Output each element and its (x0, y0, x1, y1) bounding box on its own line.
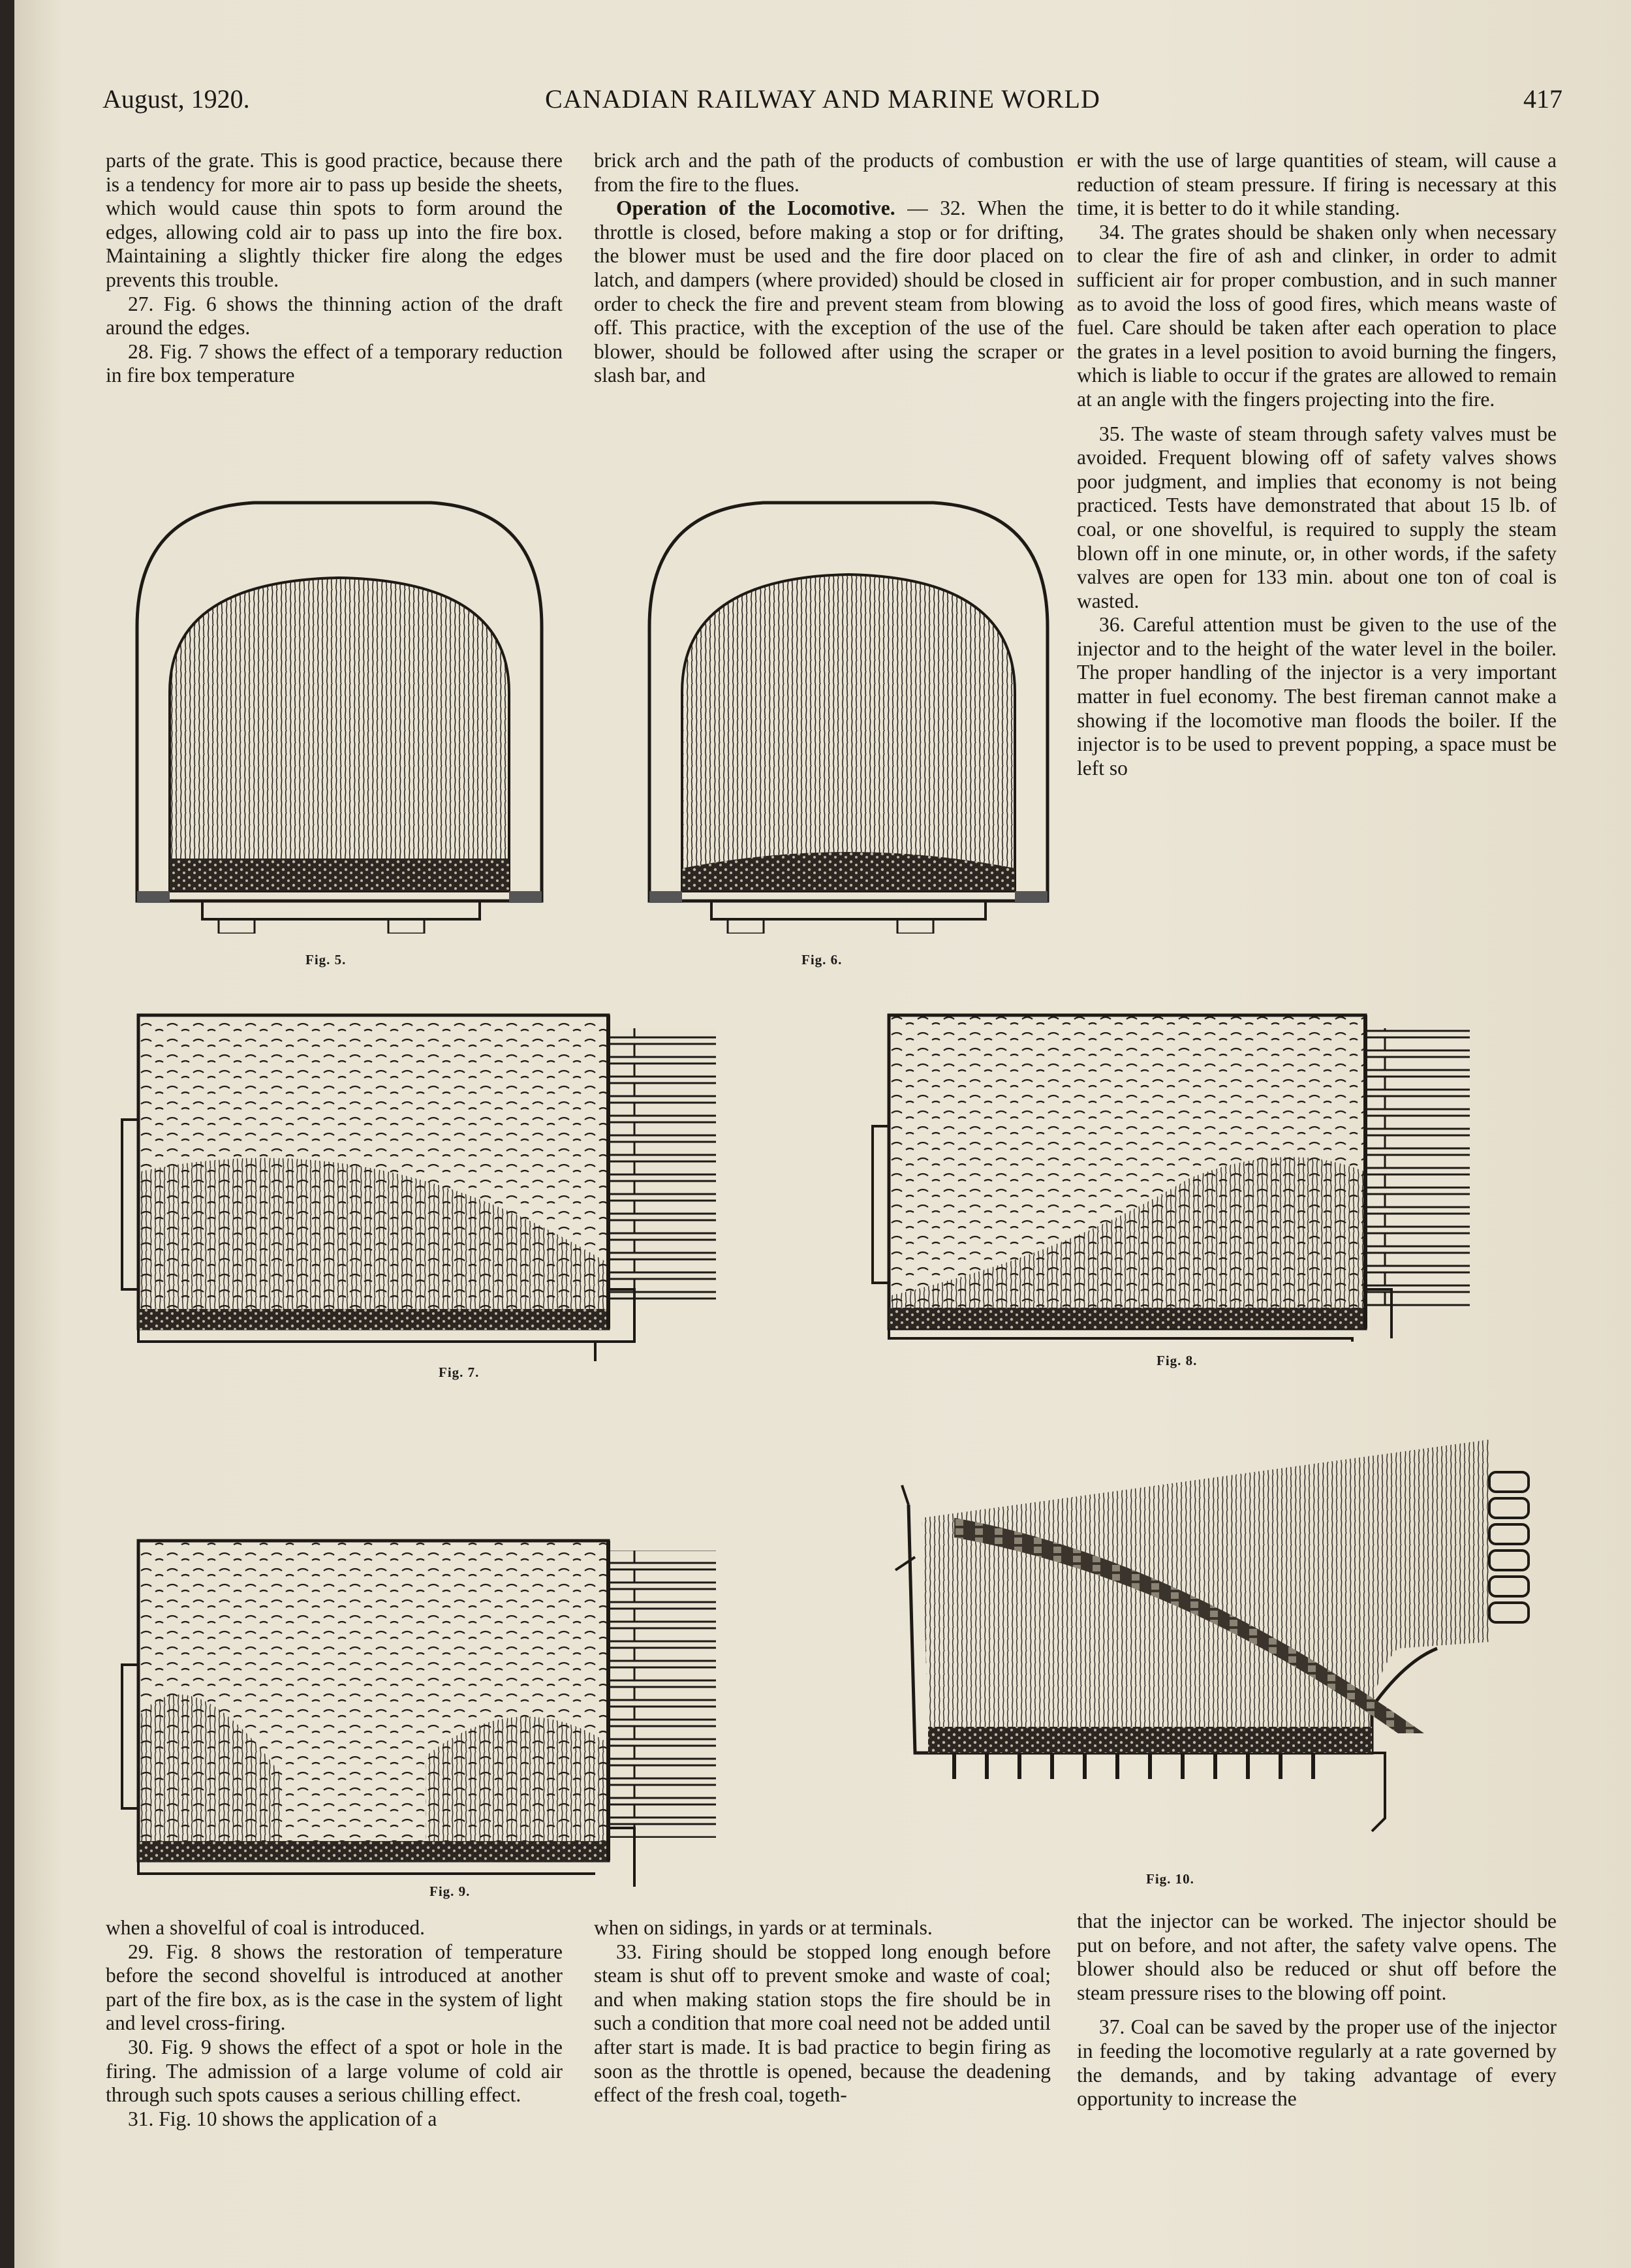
paragraph-30: 30. Fig. 9 shows the effect of a spot or hole in the firing. The admission of a large volume of cold air through such spots causes a serious chilling effect. (106, 2035, 563, 2107)
firebox-side-section-illustration (112, 1469, 791, 1887)
page-header (14, 84, 1631, 123)
paragraph: er with the use of large quantities of steam, will cause a reduction of steam pressure. If firing is necessary at this time, it is better to do it while standing. (1077, 149, 1557, 220)
column-top-left (106, 149, 563, 388)
paragraph-35: 35. The waste of steam through safety valves must be avoided. Frequent blowing off of safety valves shows poor judgment, and implies that economy is not being practiced. Tests have demonstrated that about 15 lb. of coal, or one shovelful, is required to supply the steam blown off in one minute, or, in other words, if the safety valves are open for 133 min. about one ton of coal is wasted. (1077, 422, 1557, 612)
paragraph-32-text: — 32. When the throttle is closed, before making a stop or for drifting, the blower must be used and the fire door placed on latch, and dampers (where provided) should be closed in order to check the fire and prevent steam from blowing off. This practice, with the exception of the use of the blower, should be followed after using the scraper or slash bar, and (594, 197, 1064, 387)
paragraph: brick arch and the path of the products of combustion from the fire to the flues. (594, 149, 1064, 196)
figure-5 (124, 483, 559, 934)
column-bottom-left (106, 1916, 563, 2131)
column-top-middle (594, 149, 1064, 388)
paragraph-29: 29. Fig. 8 shows the restoration of temperature before the second shovelful is introduced at another part of the fire box, as is the case in the system of light and level cross-firing. (106, 1940, 563, 2035)
firebox-cross-section-illustration (124, 483, 559, 934)
paragraph-32 (594, 197, 1064, 388)
figure-8 (863, 996, 1561, 1342)
caption-fig-10: Fig. 10. (1146, 1871, 1194, 1887)
paragraph-33: 33. Firing should be stopped long enough before steam is shut off to prevent smoke and waste of coal; and when making station stops the fire should be in such a condition that more coal need not be added until after start is made. It is bad practice to begin firing as soon as the throttle is opened, because the deadening effect of the fresh coal, togeth- (594, 1940, 1051, 2107)
figure-6 (640, 483, 1057, 934)
firebox-side-section-illustration (863, 996, 1561, 1342)
magazine-page (14, 0, 1631, 2268)
column-bottom-middle (594, 1916, 1051, 2107)
paragraph-37: 37. Coal can be saved by the proper use of the injector in feeding the locomotive regularly at a rate governed by the demands, and by taking advantage of every opportunity to increase the (1077, 2015, 1557, 2111)
firebox-side-section-illustration (112, 1002, 791, 1364)
publication-title: CANADIAN RAILWAY AND MARINE WORLD (545, 84, 1100, 114)
issue-date: August, 1920. (102, 84, 250, 114)
figure-7 (112, 1002, 791, 1364)
paragraph: that the injector can be worked. The injector should be put on before, and not after, the safety valve opens. The blower should also be reduced or shut off before the steam pressure rises to the blowing off point. (1077, 1910, 1557, 2004)
paragraph-27: 27. Fig. 6 shows the thinning action of the draft around the edges. (106, 292, 563, 339)
firebox-cross-section-illustration (640, 483, 1057, 934)
figure-10 (837, 1426, 1555, 1857)
caption-fig-5: Fig. 5. (305, 952, 347, 968)
caption-fig-8: Fig. 8. (1157, 1353, 1198, 1368)
paragraph-36: 36. Careful attention must be given to the use of the injector and to the height of the water level in the boiler. The proper handling of the injector is a very important matter in fuel economy. The best fireman cannot make a showing if the locomotive man floods the boiler. If the injector is to be used to prevent popping, a space must be left so (1077, 613, 1557, 780)
paragraph: when a shovelful of coal is introduced. (106, 1916, 425, 1939)
column-bottom-right (1077, 1910, 1557, 2111)
paragraph: when on sidings, in yards or at terminals. (594, 1916, 933, 1939)
page-number: 417 (1523, 84, 1562, 114)
caption-fig-7: Fig. 7. (439, 1364, 480, 1380)
paragraph-28: 28. Fig. 7 shows the effect of a temporary reduction in fire box temperature (106, 339, 563, 387)
firebox-with-brick-arch-illustration (837, 1426, 1555, 1857)
paragraph-34: 34. The grates should be shaken only when necessary to clear the fire of ash and clinker, in order to admit sufficient air for proper combustion, and in such manner as to avoid the loss of good fires, which means waste of fuel. Care should be taken after each operation to place the grates in a level position to avoid burning the fingers, which is liable to occur if the grates are allowed to remain at an angle with the fingers projecting into the fire. (1077, 220, 1557, 411)
paragraph-31: 31. Fig. 10 shows the application of a (128, 2107, 437, 2130)
section-heading: Operation of the Locomotive. (616, 197, 895, 220)
caption-fig-6: Fig. 6. (801, 952, 843, 968)
paragraph: parts of the grate. This is good practice, because there is a tendency for more air to pass up beside the sheets, which would cause thin spots to form around the edges, allowing cold air to pass up into the fire box. Maintaining a slightly thicker fire along the edges prevents this trouble. (106, 149, 563, 291)
figure-9 (112, 1469, 791, 1887)
column-top-right (1077, 149, 1557, 780)
caption-fig-9: Fig. 9. (429, 1883, 471, 1899)
